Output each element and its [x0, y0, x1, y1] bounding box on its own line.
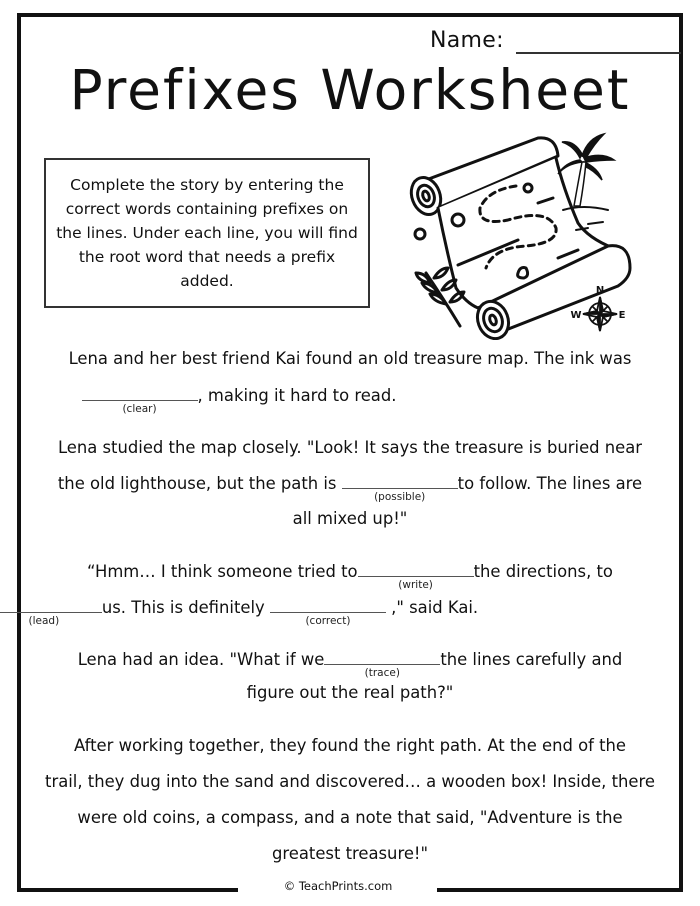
- story-text: the directions, to: [473, 562, 613, 581]
- root-word-hint: (correct): [305, 615, 351, 627]
- answer-blank-correct[interactable]: [270, 596, 386, 627]
- page-border-bottom-left: [17, 888, 238, 892]
- story-p2-line1: Lena studied the map closely. "Look! It says the treasure is buried near: [57, 438, 643, 457]
- story-text: us. This is definitely: [101, 598, 270, 617]
- compass-west-label: W: [570, 310, 582, 321]
- answer-blank-write[interactable]: [358, 560, 474, 591]
- story-p1-line2: [0, 384, 589, 415]
- story-text: the lines carefully and: [440, 650, 623, 669]
- story-text: Lena had an idea. "What if we: [77, 650, 325, 669]
- story-p4-line1: [0, 648, 700, 679]
- answer-blank-lead[interactable]: [0, 596, 102, 627]
- name-label: Name:: [430, 28, 504, 53]
- story-p3-line2: [0, 596, 582, 627]
- answer-blank-clear[interactable]: [82, 384, 198, 415]
- story-p4-line2: figure out the real path?": [246, 683, 454, 702]
- instructions-text: Complete the story by entering the correct words containing prefixes on the lines. Under each line, you will find the root word that needs a prefix added.: [56, 176, 358, 290]
- story-p5-line3: were old coins, a compass, and a note that said, "Adventure is the: [77, 808, 623, 827]
- root-word-hint: (write): [398, 579, 433, 591]
- name-input-line[interactable]: [516, 30, 681, 54]
- page-title: Prefixes Worksheet: [69, 58, 631, 122]
- page-border-bottom-right: [437, 888, 683, 892]
- root-word-hint: (possible): [374, 491, 426, 503]
- story-p1-line1: Lena and her best friend Kai found an old treasure map. The ink was: [68, 349, 632, 368]
- story-text: , making it hard to read.: [197, 386, 397, 405]
- compass-east-label: E: [618, 310, 626, 321]
- name-field-row: [430, 24, 681, 54]
- story-p5-line4: greatest treasure!": [271, 844, 429, 863]
- answer-blank-trace[interactable]: [324, 648, 440, 679]
- compass-north-label: N: [595, 285, 605, 296]
- story-text: to follow. The lines are: [457, 474, 643, 493]
- page-border-top: [17, 13, 683, 17]
- story-text: the old lighthouse, but the path is: [57, 474, 342, 493]
- story-p2-line2: [0, 472, 700, 503]
- root-word-hint: (trace): [364, 667, 400, 679]
- instructions-box: [44, 158, 370, 308]
- story-text: ," said Kai.: [385, 598, 479, 617]
- story-p5-line1: After working together, they found the right path. At the end of the: [74, 736, 626, 755]
- root-word-hint: (clear): [122, 403, 157, 415]
- story-p5-line2: trail, they dug into the sand and discovered… a wooden box! Inside, there: [45, 772, 655, 791]
- root-word-hint: (lead): [28, 615, 60, 627]
- story-p3-line1: [0, 560, 700, 591]
- story-text: “Hmm… I think someone tried to: [87, 562, 358, 581]
- answer-blank-possible[interactable]: [342, 472, 458, 503]
- copyright-footer: © TeachPrints.com: [283, 879, 393, 893]
- treasure-map-icon: [398, 128, 643, 340]
- story-p2-line3: all mixed up!": [292, 509, 408, 528]
